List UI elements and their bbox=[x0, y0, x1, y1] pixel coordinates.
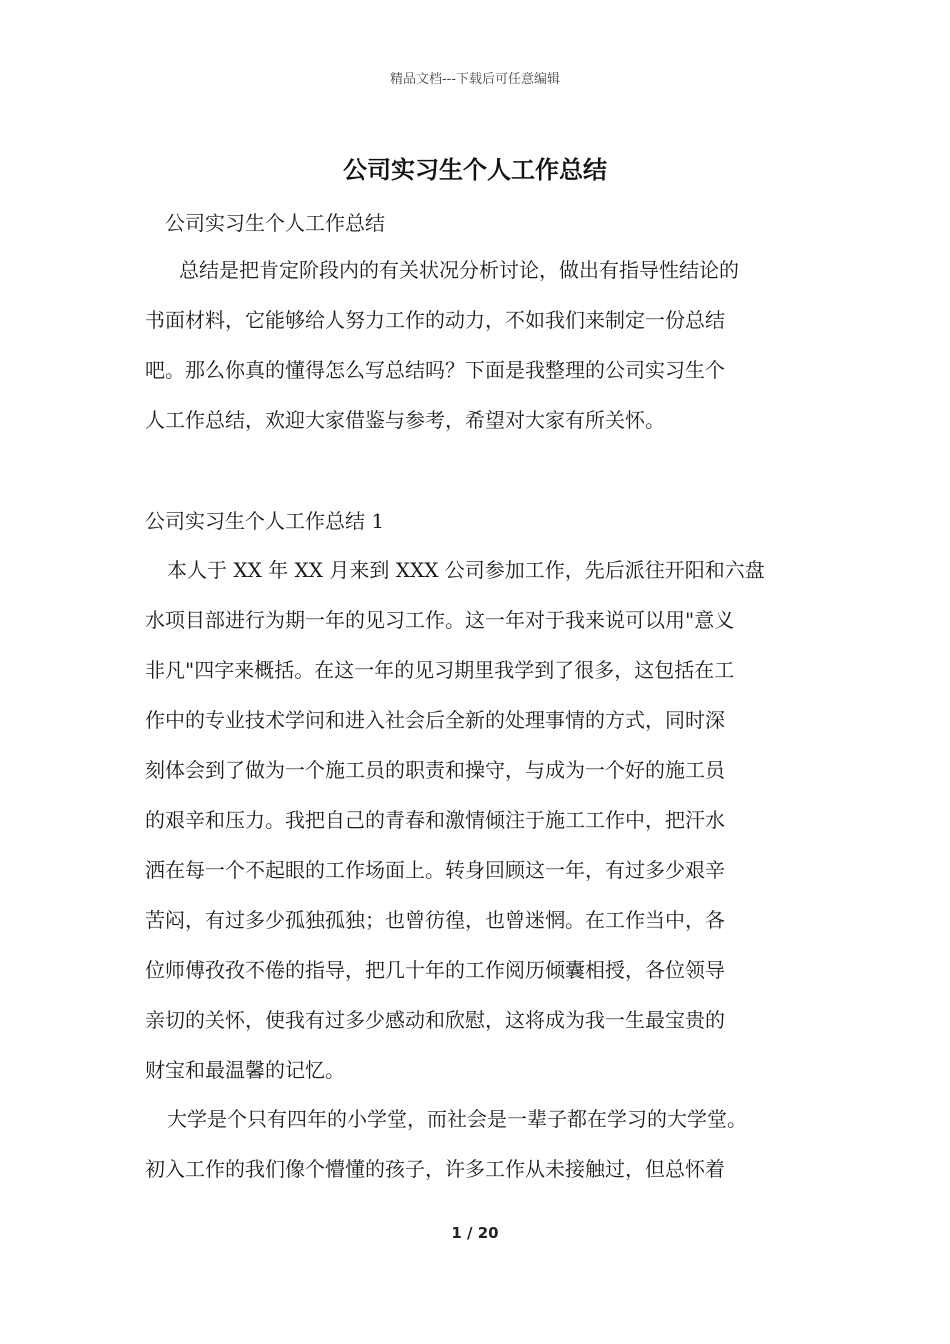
paragraph-line: 洒在每一个不起眼的工作场面上。转身回顾这一年，有过多少艰辛 bbox=[145, 858, 725, 882]
header-note: 精品文档---下载后可任意编辑 bbox=[389, 72, 561, 87]
paragraph-line: 大学是个只有四年的小学堂，而社会是一辈子都在学习的大学堂。 bbox=[167, 1107, 747, 1131]
paragraph-line: 本人于 XX 年 XX 月来到 XXX 公司参加工作，先后派往开阳和六盘 bbox=[167, 558, 765, 582]
paragraph-line: 的艰辛和压力。我把自己的青春和激情倾注于施工工作中，把汗水 bbox=[145, 808, 725, 832]
intro-line: 书面材料，它能够给人努力工作的动力，不如我们来制定一份总结 bbox=[145, 308, 725, 332]
page-title: 公司实习生个人工作总结 bbox=[343, 156, 607, 184]
paragraph-2 bbox=[145, 1094, 815, 1194]
intro-line: 人工作总结，欢迎大家借鉴与参考，希望对大家有所关怀。 bbox=[145, 408, 665, 432]
paragraph-line: 作中的专业技术学问和进入社会后全新的处理事情的方式，同时深 bbox=[145, 708, 725, 732]
intro-line: 吧。那么你真的懂得怎么写总结吗？下面是我整理的公司实习生个 bbox=[145, 358, 725, 382]
paragraph-line: 水项目部进行为期一年的见习工作。这一年对于我来说可以用"意义 bbox=[145, 608, 735, 632]
paragraph-line: 刻体会到了做为一个施工员的职责和操守，与成为一个好的施工员 bbox=[145, 758, 725, 782]
paragraph-line: 非凡"四字来概括。在这一年的见习期里我学到了很多，这包括在工 bbox=[145, 658, 735, 682]
paragraph-line: 初入工作的我们像个懵懂的孩子，许多工作从未接触过，但总怀着 bbox=[145, 1157, 725, 1181]
document-subtitle: 公司实习生个人工作总结 bbox=[165, 211, 385, 235]
paragraph-line: 苦闷，有过多少孤独孤独；也曾彷徨，也曾迷惘。在工作当中，各 bbox=[145, 908, 725, 932]
paragraph-line: 亲切的关怀，使我有过多少感动和欣慰，这将成为我一生最宝贵的 bbox=[145, 1008, 725, 1032]
page-number: 1 / 20 bbox=[451, 1224, 499, 1242]
paragraph-line: 财宝和最温馨的记忆。 bbox=[145, 1058, 345, 1082]
paragraph-1 bbox=[145, 545, 815, 1095]
intro-paragraph bbox=[145, 245, 815, 445]
section-heading: 公司实习生个人工作总结 1 bbox=[145, 509, 385, 533]
paragraph-line: 位师傅孜孜不倦的指导，把几十年的工作阅历倾囊相授，各位领导 bbox=[145, 958, 725, 982]
intro-line: 总结是把肯定阶段内的有关状况分析讨论，做出有指导性结论的 bbox=[179, 258, 739, 282]
